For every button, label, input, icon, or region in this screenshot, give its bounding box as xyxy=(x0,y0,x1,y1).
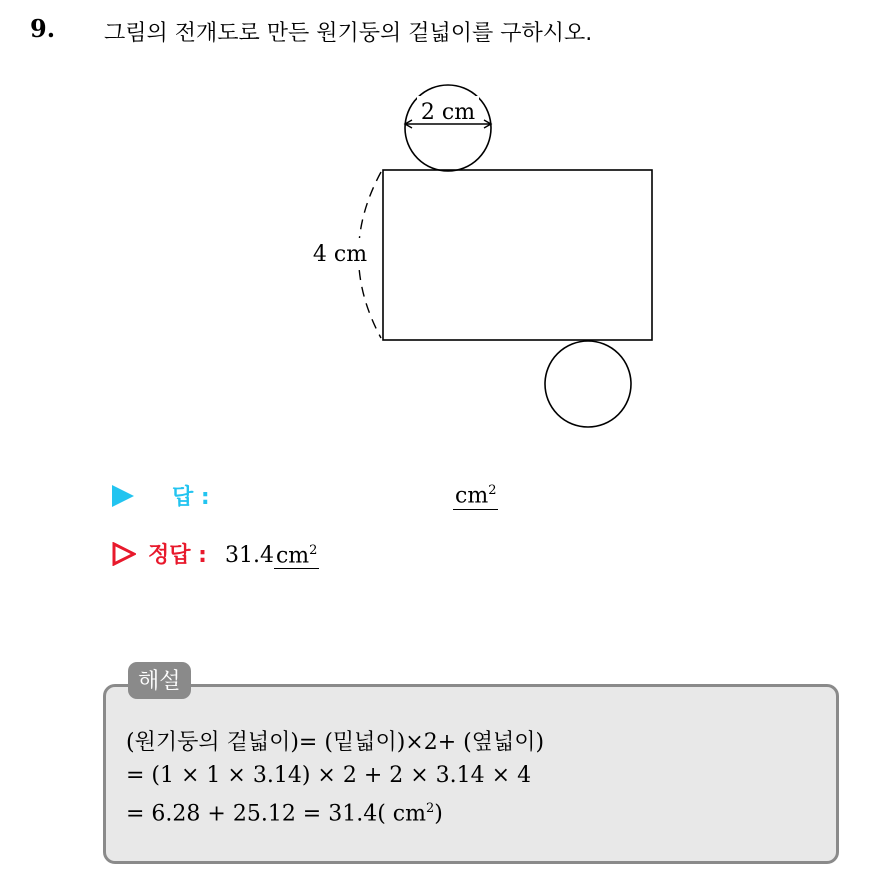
answer-row xyxy=(112,480,210,511)
question-number: 9. xyxy=(30,14,56,43)
answer-unit: cm xyxy=(455,483,489,509)
question-text: 그림의 전개도로 만든 원기둥의 겉넓이를 구하시오. xyxy=(104,21,593,46)
explanation-line-1: (원기둥의 겉넓이)= (밑넓이)×2+ (옆넓이) xyxy=(126,730,545,755)
correct-unit-wrap xyxy=(274,543,319,569)
explanation-line-3 xyxy=(126,801,443,826)
answer-label: 답 : xyxy=(172,485,210,510)
correct-value: 31.4 xyxy=(224,543,274,568)
explanation-line-3-suffix: ) xyxy=(434,801,443,827)
explanation-tag: 해설 xyxy=(128,662,191,699)
explanation-line-3-prefix: = 6.28 + 25.12 = 31.4( cm xyxy=(126,801,426,827)
answer-unit-sup: 2 xyxy=(488,483,497,498)
diameter-label: 2 cm xyxy=(420,100,476,125)
correct-answer-row xyxy=(112,538,319,569)
correct-marker-icon xyxy=(112,542,136,566)
correct-unit-sup: 2 xyxy=(309,542,318,558)
explanation-line-3-sup: 2 xyxy=(425,801,435,816)
correct-unit: cm xyxy=(275,543,310,568)
explanation-line-2: = (1 × 1 × 3.14) × 2 + 2 × 3.14 × 4 xyxy=(126,763,532,788)
answer-blank[interactable] xyxy=(453,478,498,510)
lateral-rectangle xyxy=(383,170,652,340)
correct-label: 정답 : xyxy=(148,543,207,568)
bottom-base-circle xyxy=(545,341,631,427)
answer-marker-icon xyxy=(112,485,134,507)
height-label: 4 cm xyxy=(312,242,368,267)
